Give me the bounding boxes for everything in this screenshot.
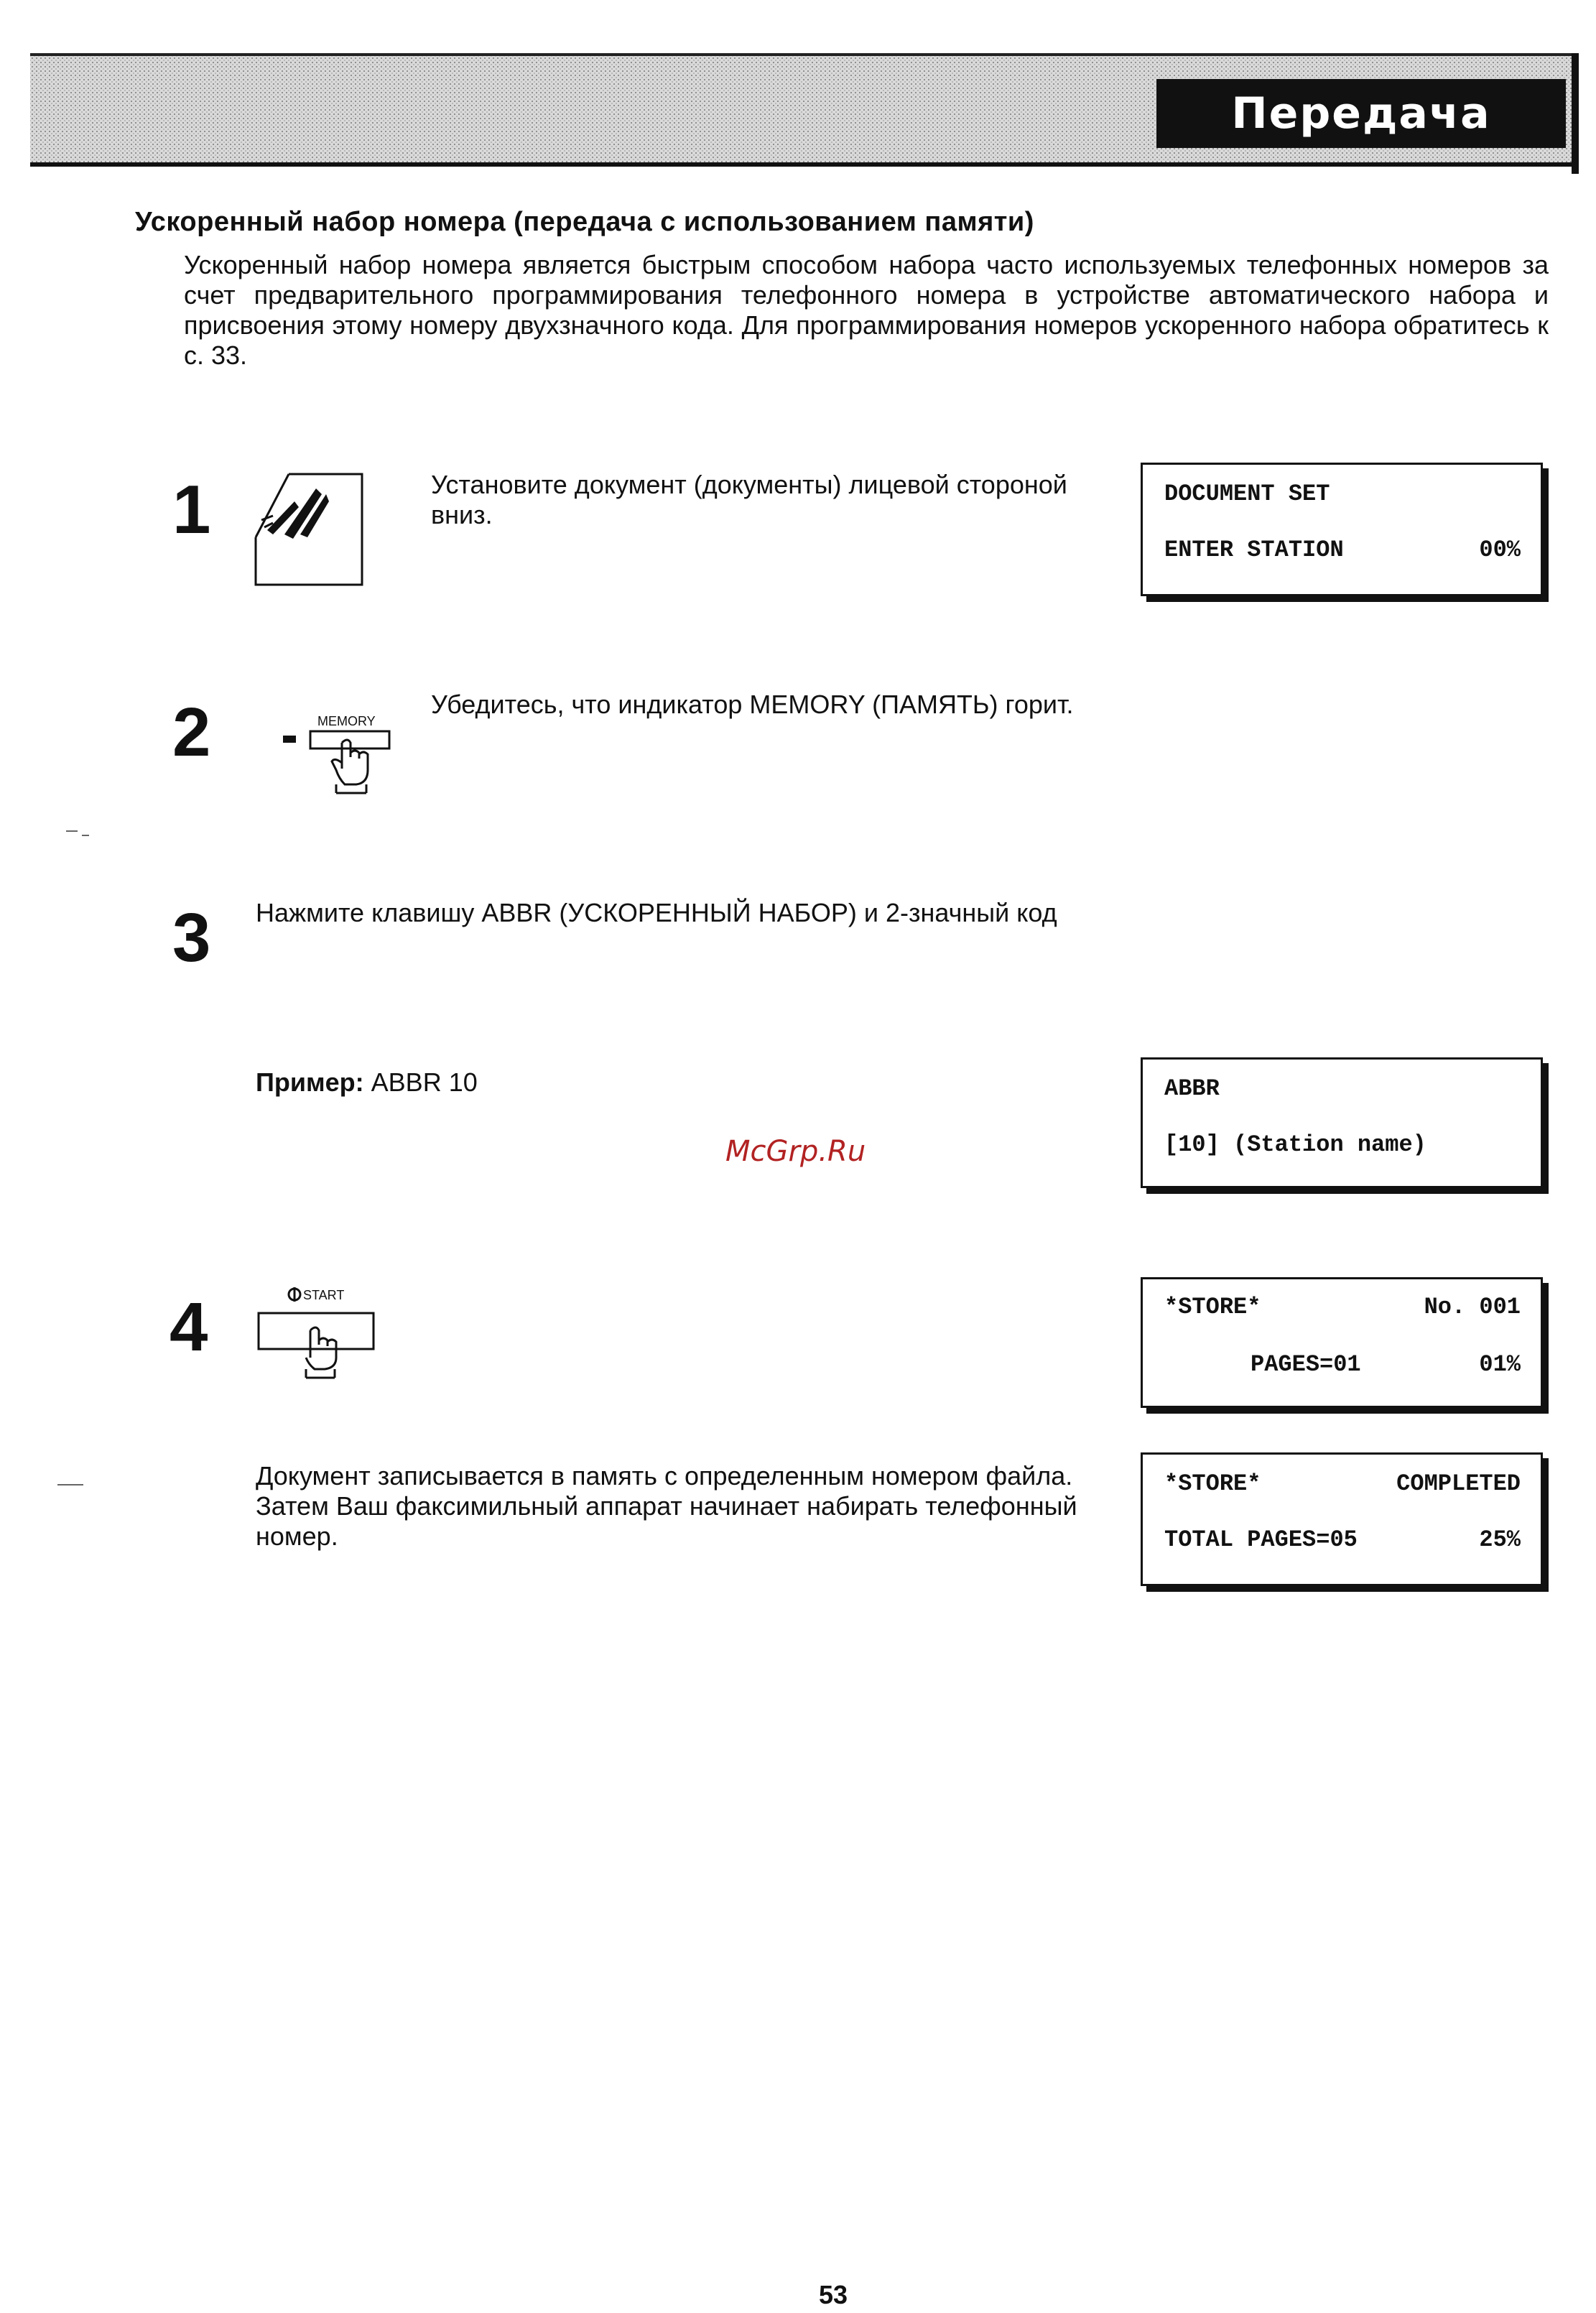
section-heading: Ускоренный набор номера (передача с использованием памяти) xyxy=(135,207,1034,237)
start-key-label: START xyxy=(303,1288,345,1302)
scan-speck xyxy=(66,830,78,832)
lcd-document-set xyxy=(1141,463,1543,596)
step-2-text: Убедитесь, что индикатор MEMORY (ПАМЯТЬ) горит. xyxy=(431,690,1074,719)
lcd-percent: 01% xyxy=(1479,1351,1521,1378)
lcd-line: ENTER STATION xyxy=(1164,537,1344,563)
lcd-store xyxy=(1141,1277,1543,1408)
intro-paragraph: Ускоренный набор номера является быстрым способом набора часто используемых телефонных номеров за счет предварительного программирования телефонного номера в устройстве автоматического набора и присвоения этому номеру двухзначного кода. Для программирования номеров ускоренного набора обратитесь к с. 33. xyxy=(184,250,1549,370)
lcd-line: *STORE* xyxy=(1164,1470,1261,1497)
lcd-line: PAGES=01 xyxy=(1251,1351,1361,1378)
step-1-text: Установите документ (документы) лицевой стороной вниз. xyxy=(431,470,1067,529)
lcd-store-completed xyxy=(1141,1452,1543,1586)
memory-key-icon xyxy=(282,714,411,794)
memory-key-label: MEMORY xyxy=(317,714,376,728)
scan-speck xyxy=(82,835,89,836)
lcd-line: [10] (Station name) xyxy=(1164,1131,1426,1158)
lcd-percent: 00% xyxy=(1479,537,1521,563)
lcd-line: DOCUMENT SET xyxy=(1164,481,1330,507)
lcd-line: *STORE* xyxy=(1164,1294,1261,1320)
step-3-example xyxy=(256,1067,478,1098)
lcd-file-number: No. 001 xyxy=(1424,1294,1521,1320)
start-key-icon xyxy=(256,1286,378,1381)
step-4-number: 4 xyxy=(170,1289,208,1366)
lcd-status: COMPLETED xyxy=(1396,1470,1521,1497)
document-insert-icon xyxy=(251,473,366,589)
step-4-result-text: Документ записывается в память с определенным номером файла. Затем Ваш факсимильный аппарат начинает набирать телефонный номер. xyxy=(256,1461,1077,1551)
page-number: 53 xyxy=(819,2280,848,2309)
step-1-number: 1 xyxy=(172,471,211,548)
step-2-number: 2 xyxy=(172,694,211,771)
lcd-percent: 25% xyxy=(1479,1526,1521,1553)
header-edge xyxy=(1572,53,1579,174)
watermark: McGrp.Ru xyxy=(725,1135,866,1168)
lcd-line: ABBR xyxy=(1164,1075,1220,1102)
lcd-abbr xyxy=(1141,1057,1543,1188)
example-label: Пример: xyxy=(256,1067,364,1097)
step-3-number: 3 xyxy=(172,899,211,976)
step-3-text: Нажмите клавишу ABBR (УСКОРЕННЫЙ НАБОР) и 2-значный код xyxy=(256,898,1057,927)
page-title: Передача документов xyxy=(1156,79,1566,148)
example-value: ABBR 10 xyxy=(371,1067,478,1097)
scan-speck xyxy=(57,1484,83,1485)
lcd-line: TOTAL PAGES=05 xyxy=(1164,1526,1358,1553)
